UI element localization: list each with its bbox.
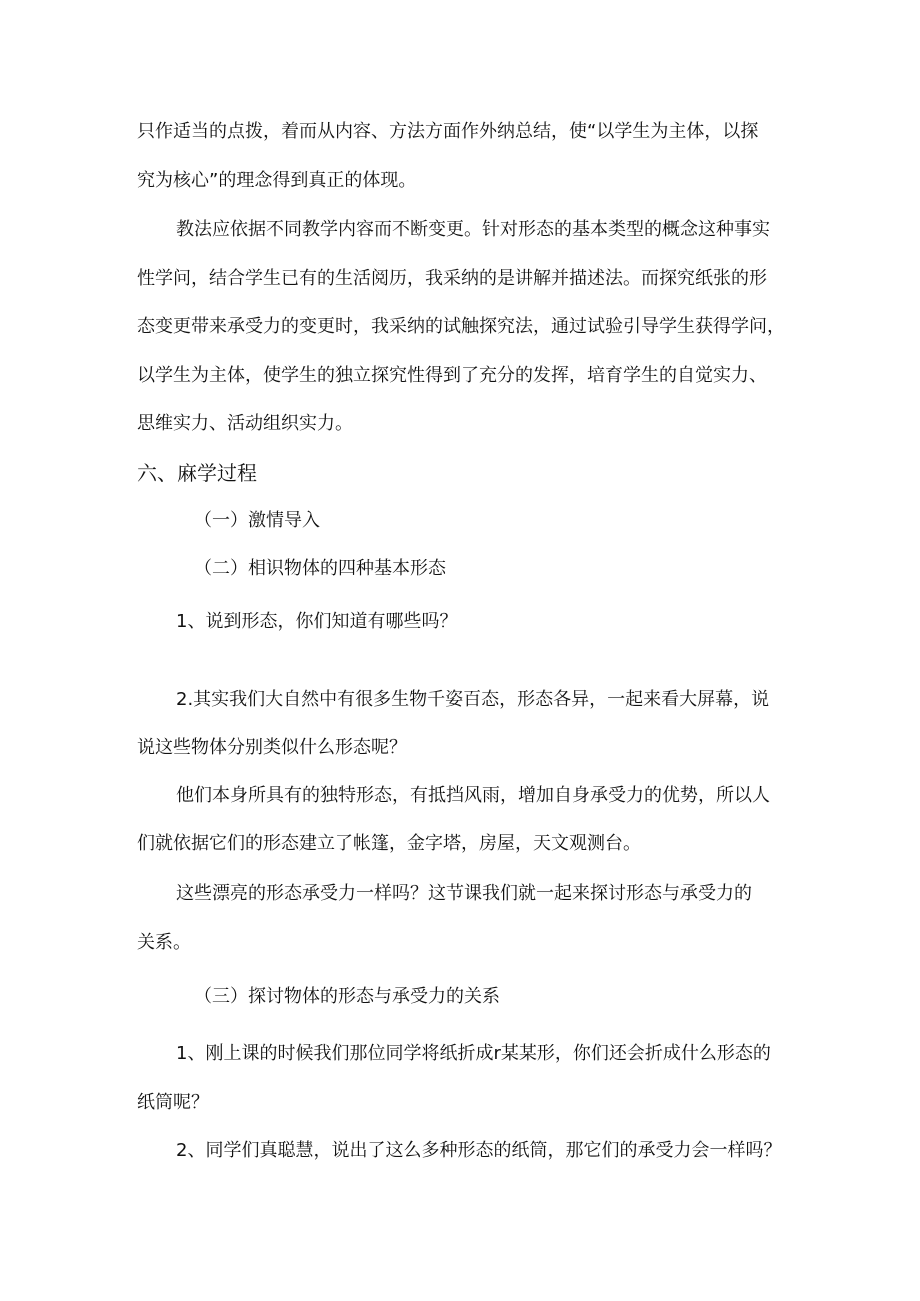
subsection-heading: （二）相识物体的四种基本形态 [194,558,446,579]
paragraph-line: 这些漂亮的形态承受力一样吗？这节课我们就一起来探讨形态与承受力的 [176,883,752,904]
paragraph-line: 说这些物体分别类似什么形态呢？ [137,737,407,758]
paragraph-line: 关系。 [137,932,191,953]
paragraph-line: 以学生为主体，使学生的独立探究性得到了充分的发挥，培育学生的自觉实力、 [137,365,767,386]
paragraph-line: 纸筒呢？ [137,1092,209,1113]
paragraph-line: 究为核心”的理念得到真正的体现。 [137,170,417,191]
paragraph-line: 他们本身所具有的独特形态，有抵挡风雨，增加自身承受力的优势，所以人 [176,785,770,806]
paragraph-line: 1、说到形态，你们知道有哪些吗？ [176,611,458,632]
subsection-heading: （三）探讨物体的形态与承受力的关系 [194,986,500,1007]
paragraph-line: 思维实力、活动组织实力。 [137,413,353,434]
subsection-heading: （一）激情导入 [194,510,320,531]
paragraph-line: 1、刚上课的时候我们那位同学将纸折成r某某形，你们还会折成什么形态的 [176,1043,771,1064]
paragraph-line: 们就依据它们的形态建立了帐篷，金字塔，房屋，天文观测台。 [137,833,641,854]
paragraph-line: 态变更带来承受力的变更时，我采纳的试触探究法，通过试验引导学生获得学问， [137,316,785,337]
paragraph-line: 性学问，结合学生已有的生活阅历，我采纳的是讲解并描述法。而探究纸张的形 [137,268,767,289]
paragraph-line: 只作适当的点拨，着而从内容、方法方面作外纳总结，使“以学生为主体，以探 [137,121,759,142]
paragraph-line: 教法应依据不同教学内容而不断变更。针对形态的基本类型的概念这种事实 [176,219,770,240]
paragraph-line: 2.其实我们大自然中有很多生物千姿百态，形态各异，一起来看大屏幕，说 [176,689,770,710]
section-heading: 六、麻学过程 [137,461,257,485]
paragraph-line: 2、同学们真聪慧，说出了这么多种形态的纸筒，那它们的承受力会一样吗？ [176,1140,782,1161]
